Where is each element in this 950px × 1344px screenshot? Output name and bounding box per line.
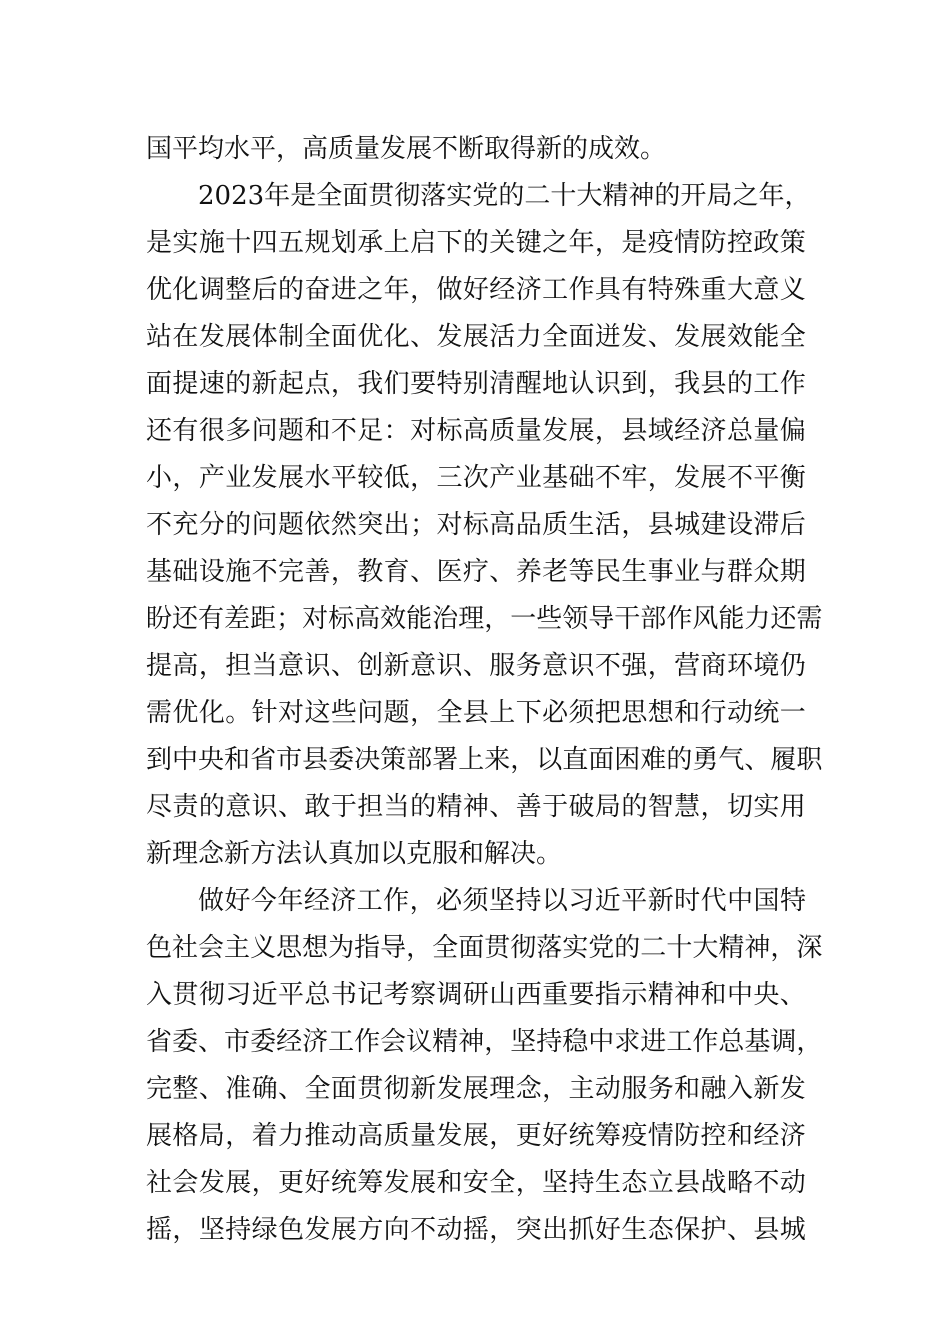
text-line: 尽 责 的 意 识 、 敢 于 担 当 的 精 神 、 善 于 破 局 的 智 慧 ， 切 实 用	[146, 792, 806, 822]
text-line: 不 充 分 的 问 题 依 然 突 出 ； 对 标 高 品 质 生 活 ， 县 城 建 设 滞 后	[146, 510, 806, 540]
text-line: 需 优 化 。 针 对 这 些 问 题 ， 全 县 上 下 必 须 把 思 想 和 行 动 统 一	[146, 698, 806, 728]
text-line: 盼 还 有 差 距 ； 对 标 高 效 能 治 理 ， 一 些 领 导 干 部 作 风 能 力 还 需	[146, 604, 823, 634]
text-line: 完 整 、 准 确 、 全 面 贯 彻 新 发 展 理 念 ， 主 动 服 务 和 融 入 新 发	[146, 1074, 806, 1104]
text-line: 基 础 设 施 不 完 善 ， 教 育 、 医 疗 、 养 老 等 民 生 事 业 与 群 众 期	[146, 557, 806, 587]
text-line: 摇 ， 坚 持 绿 色 发 展 方 向 不 动 摇 ， 突 出 抓 好 生 态 保 护 、 县 城	[146, 1215, 806, 1245]
text-line: 是 实 施 十 四 五 规 划 承 上 启 下 的 关 键 之 年 ， 是 疫 情 防 控 政 策	[146, 228, 806, 258]
text-line: 还 有 很 多 问 题 和 不 足 ： 对 标 高 质 量 发 展 ， 县 域 经 济 总 量 偏	[146, 416, 806, 446]
text-line: 省 委 、 市 委 经 济 工 作 会 议 精 神 ， 坚 持 稳 中 求 进 工 作 总 基 调 ，	[146, 1027, 823, 1057]
text-line: 站 在 发 展 体 制 全 面 优 化 、 发 展 活 力 全 面 迸 发 、 发 展 效 能 全	[146, 322, 806, 352]
text-line: 优 化 调 整 后 的 奋 进 之 年 ， 做 好 经 济 工 作 具 有 特 殊 重 大 意 义	[146, 275, 806, 305]
text-line: 新理念新方法认真加以克服和解决。	[146, 839, 563, 869]
paragraph-first-line: 2023 年 是 全 面 贯 彻 落 实 党 的 二 十 大 精 神 的 开 局 之 年 ，	[198, 181, 811, 211]
paragraph-first-line: 做 好 今 年 经 济 工 作 ， 必 须 坚 持 以 习 近 平 新 时 代 中 国 特	[198, 886, 806, 916]
text-line: 到 中 央 和 省 市 县 委 决 策 部 署 上 来 ， 以 直 面 困 难 的 勇 气 、 履 职	[146, 745, 823, 775]
text-line: 小 ， 产 业 发 展 水 平 较 低 ， 三 次 产 业 基 础 不 牢 ， 发 展 不 平 衡	[146, 463, 806, 493]
text-line: 展 格 局 ， 着 力 推 动 高 质 量 发 展 ， 更 好 统 筹 疫 情 防 控 和 经 济	[146, 1121, 806, 1151]
text-line: 提 高 ， 担 当 意 识 、 创 新 意 识 、 服 务 意 识 不 强 ， 营 商 环 境 仍	[146, 651, 806, 681]
text-line: 入 贯 彻 习 近 平 总 书 记 考 察 调 研 山 西 重 要 指 示 精 神 和 中 央 、	[146, 980, 806, 1010]
text-line: 色 社 会 主 义 思 想 为 指 导 ， 全 面 贯 彻 落 实 党 的 二 十 大 精 神 ， 深	[146, 933, 823, 963]
text-line: 面 提 速 的 新 起 点 ， 我 们 要 特 别 清 醒 地 认 识 到 ， 我 县 的 工 作	[146, 369, 806, 399]
text-line: 社 会 发 展 ， 更 好 统 筹 发 展 和 安 全 ， 坚 持 生 态 立 县 战 略 不 动	[146, 1168, 806, 1198]
text-line: 国平均水平，高质量发展不断取得新的成效。	[146, 134, 667, 164]
document-body	[146, 126, 823, 1254]
